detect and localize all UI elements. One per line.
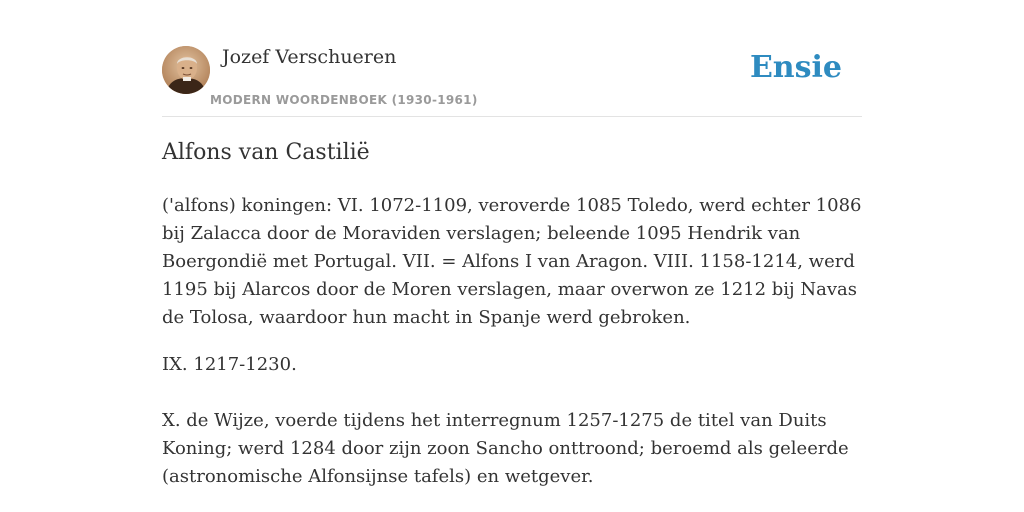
ensie-logo[interactable]: Ensie xyxy=(749,50,842,85)
entry-paragraph: X. de Wijze, voerde tijdens het interregnum 1257-1275 de titel van Duits Koning; werd 1284 door zijn zoon Sancho onttroond; beroemd als geleerde (astronomische Alfonsijnse tafels) en wetgever. xyxy=(162,410,849,487)
author-name[interactable]: Jozef Verschueren xyxy=(222,46,397,68)
author-avatar[interactable] xyxy=(162,46,210,94)
entry-title: Alfons van Castilië xyxy=(162,140,370,165)
entry-paragraph: ('alfons) koningen: VI. 1072-1109, veroverde 1085 Toledo, werd echter 1086 bij Zalacca door de Moraviden verslagen; beleende 1095 Hendrik van Boergondië met Portugal. VII. = Alfons I van Aragon. VIII. 1158-1214, werd 1195 bij Alarcos door de Moren verslagen, maar overwon ze 1212 bij Navas de Tolosa, waardoor hun macht in Spanje werd gebroken. xyxy=(162,195,862,328)
source-dictionary[interactable]: MODERN WOORDENBOEK (1930-1961) xyxy=(210,93,478,107)
author-portrait-icon xyxy=(162,46,210,94)
entry-paragraph: IX. 1217-1230. xyxy=(162,354,297,375)
entry-body xyxy=(162,192,862,491)
header xyxy=(162,44,862,117)
